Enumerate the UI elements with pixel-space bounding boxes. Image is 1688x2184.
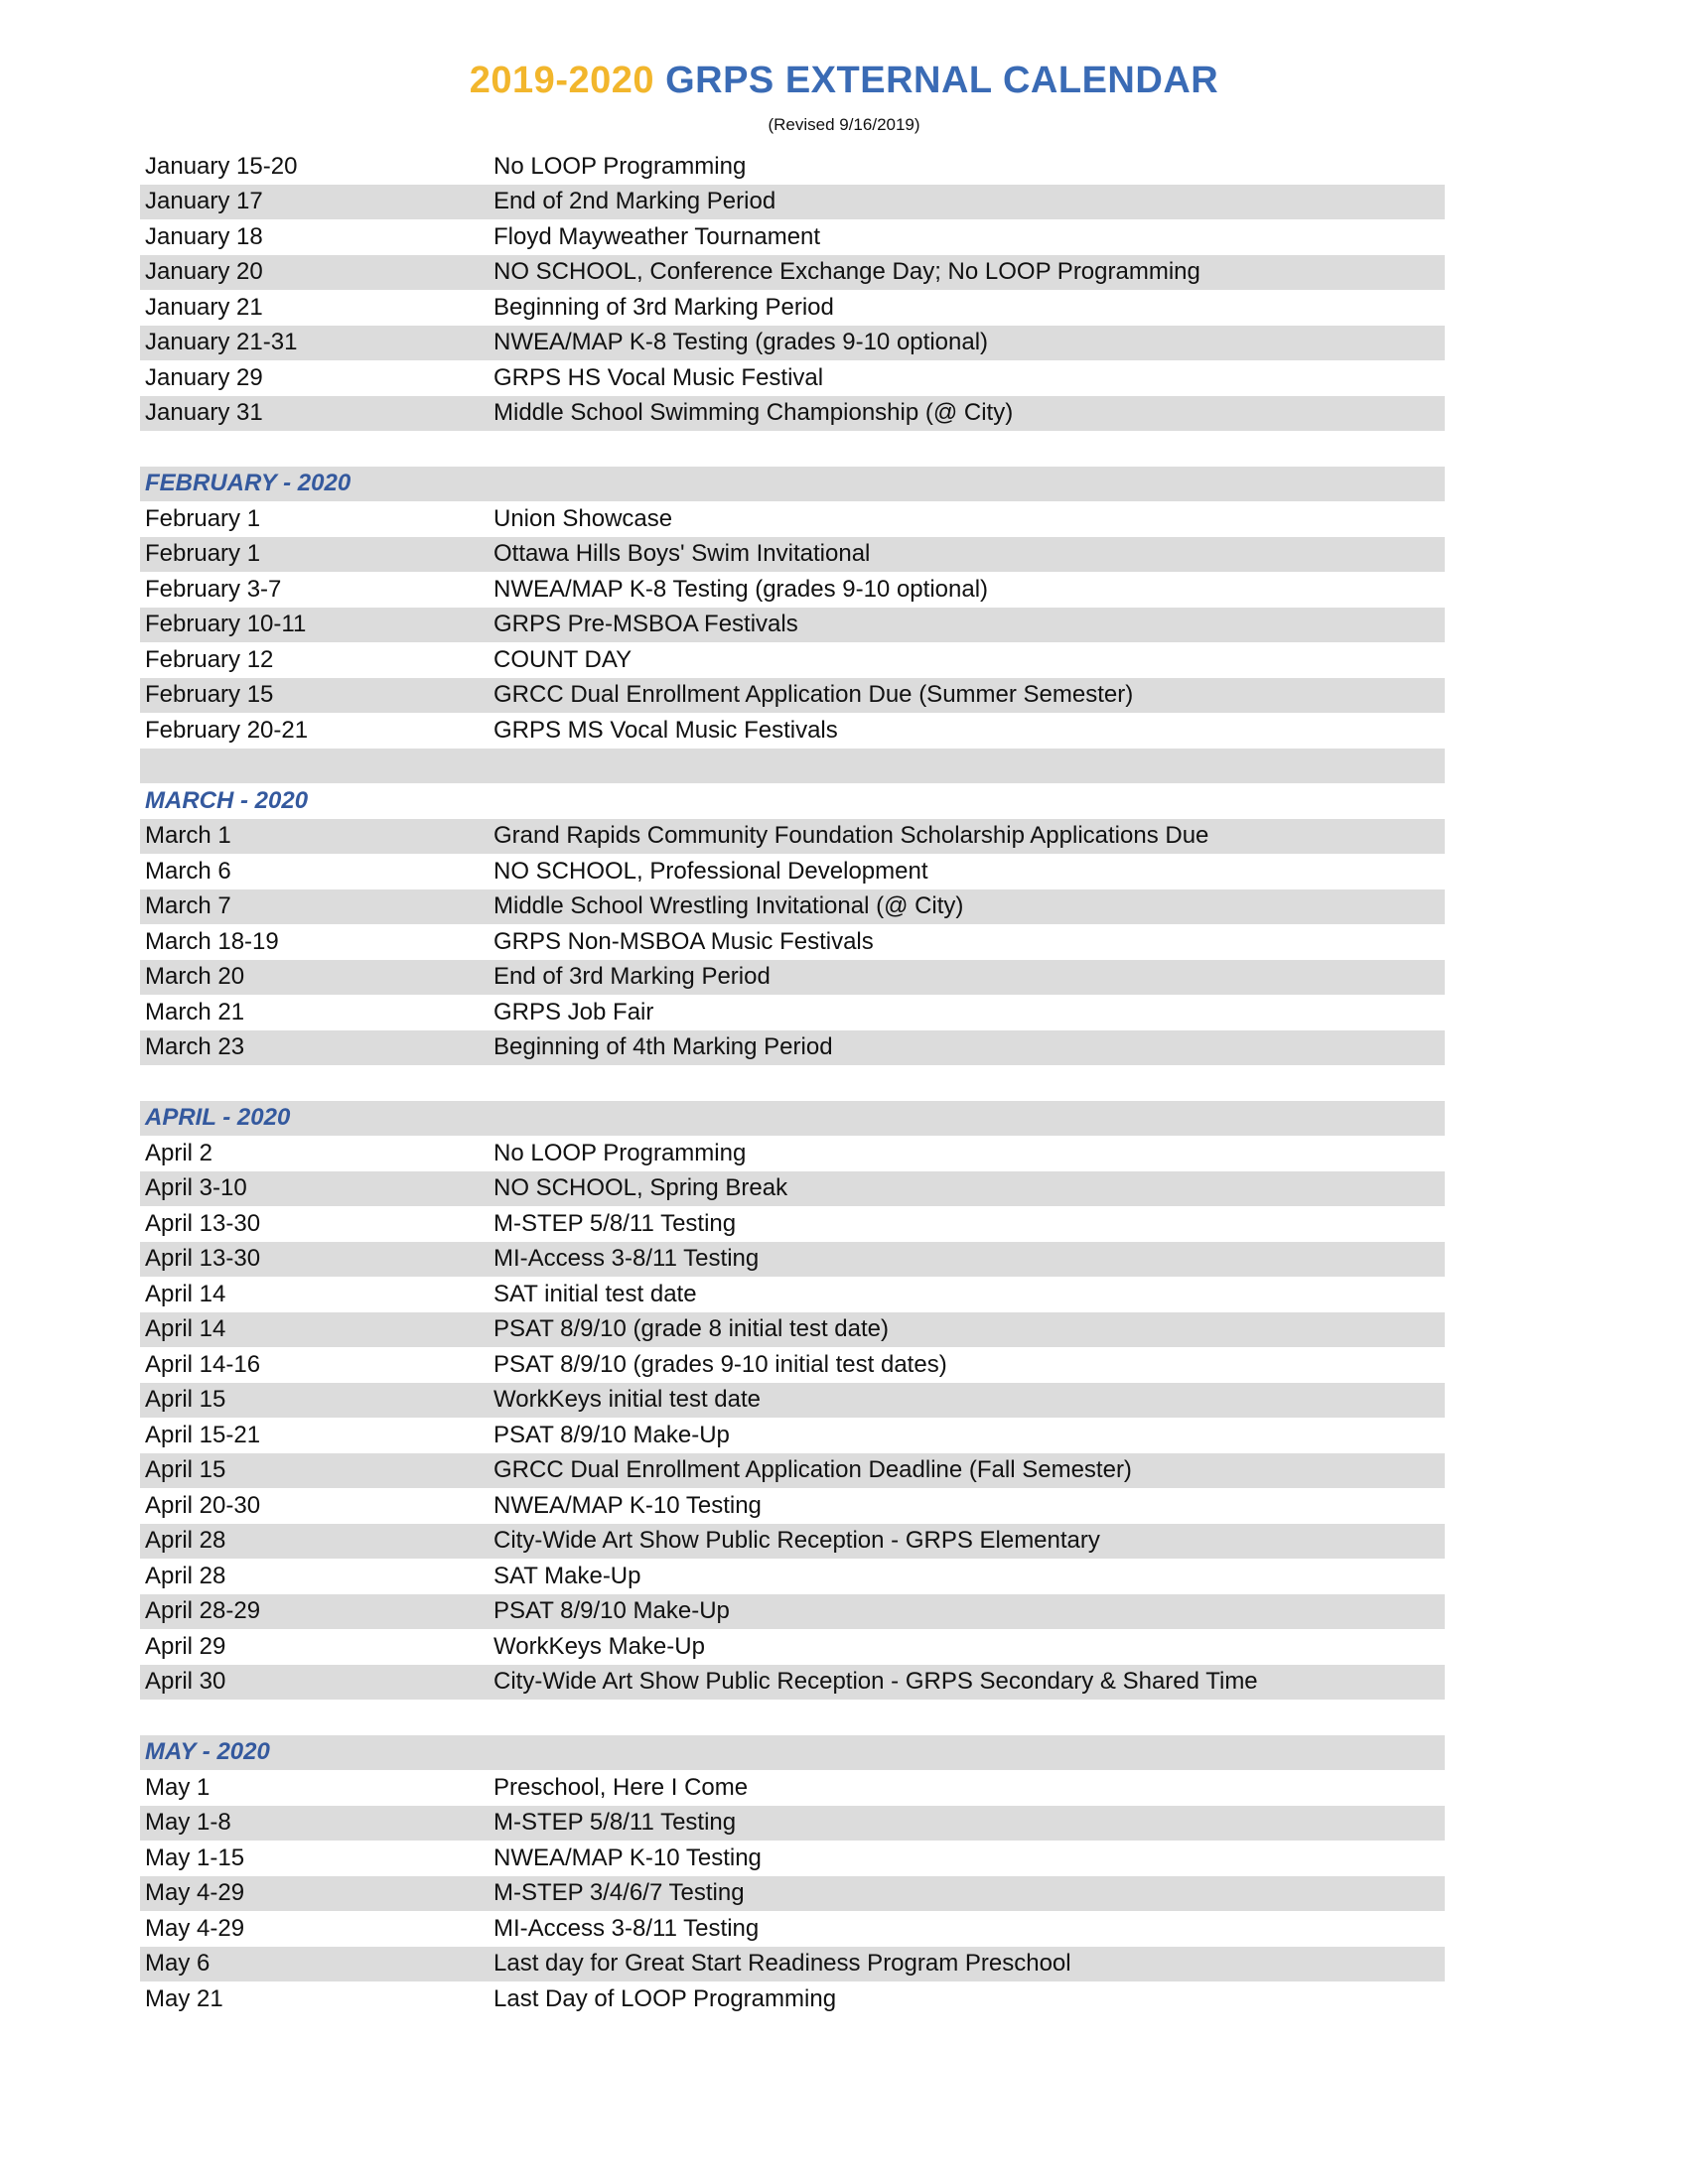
event-date: April 13-30 [145,1209,261,1237]
event-date: January 21-31 [145,329,298,356]
spacer-row [140,1700,1445,1735]
calendar-row [140,1770,1445,1806]
month-title: APRIL - 2020 [145,1104,291,1132]
spacer-row [140,749,1445,784]
calendar-row [140,1629,1445,1665]
event-description: PSAT 8/9/10 Make-Up [493,1597,730,1625]
event-date: April 3-10 [145,1174,247,1202]
event-date: May 21 [145,1984,223,2012]
event-date: February 1 [145,540,261,568]
event-description: GRCC Dual Enrollment Application Deadline (Fall Semester) [493,1456,1132,1484]
event-date: May 6 [145,1950,211,1978]
event-description: GRPS HS Vocal Music Festival [493,363,824,391]
event-date: May 4-29 [145,1914,245,1942]
event-description: PSAT 8/9/10 (grades 9-10 initial test dates) [493,1350,947,1378]
calendar-row [140,1347,1445,1383]
event-description: Union Showcase [493,504,673,532]
event-date: March 6 [145,857,231,885]
page-title [0,60,1688,102]
calendar-row [140,1841,1445,1876]
calendar-row [140,1242,1445,1278]
event-date: March 21 [145,998,245,1025]
calendar-row [140,924,1445,960]
calendar-row [140,1488,1445,1524]
calendar-row [140,537,1445,573]
event-description: PSAT 8/9/10 Make-Up [493,1421,730,1448]
calendar-row [140,1665,1445,1701]
calendar-row [140,1559,1445,1594]
event-date: April 14 [145,1280,226,1307]
event-description: No LOOP Programming [493,1139,747,1166]
event-description: GRPS Non-MSBOA Music Festivals [493,927,874,955]
calendar-row [140,854,1445,889]
event-date: January 29 [145,363,263,391]
calendar-row [140,678,1445,714]
event-date: February 15 [145,681,274,709]
month-title: FEBRUARY - 2020 [145,470,352,497]
event-description: WorkKeys initial test date [493,1386,762,1414]
calendar-row [140,1030,1445,1066]
event-date: January 31 [145,399,263,427]
event-description: PSAT 8/9/10 (grade 8 initial test date) [493,1315,890,1343]
event-date: April 15 [145,1386,226,1414]
calendar-row [140,1947,1445,1982]
event-description: End of 2nd Marking Period [493,188,776,215]
calendar-row [140,960,1445,996]
event-description: NWEA/MAP K-10 Testing [493,1491,762,1519]
event-date: May 4-29 [145,1879,245,1907]
calendar-row [140,1876,1445,1912]
event-date: April 13-30 [145,1245,261,1273]
spacer-row [140,1065,1445,1101]
revised-note: (Revised 9/16/2019) [768,115,920,134]
calendar-row [140,149,1445,185]
calendar-row [140,326,1445,361]
month-section-header [140,1735,1445,1771]
calendar-table [140,149,1445,2017]
event-description: Preschool, Here I Come [493,1773,749,1801]
calendar-row [140,642,1445,678]
event-description: Floyd Mayweather Tournament [493,222,821,250]
event-description: NWEA/MAP K-10 Testing [493,1843,762,1871]
event-description: Grand Rapids Community Foundation Scholarship Applications Due [493,822,1209,850]
event-description: NO SCHOOL, Professional Development [493,857,928,885]
event-description: SAT Make-Up [493,1562,641,1589]
calendar-row [140,1453,1445,1489]
event-description: GRPS MS Vocal Music Festivals [493,716,838,744]
event-date: February 1 [145,504,261,532]
calendar-row [140,1524,1445,1560]
event-date: April 2 [145,1139,213,1166]
title-year: 2019-2020 [469,60,655,101]
calendar-row [140,1312,1445,1348]
event-description: GRPS Pre-MSBOA Festivals [493,611,798,638]
event-description: Ottawa Hills Boys' Swim Invitational [493,540,871,568]
event-date: March 20 [145,963,245,991]
event-description: Middle School Wrestling Invitational (@ City) [493,892,964,920]
calendar-row [140,995,1445,1030]
event-date: January 21 [145,293,263,321]
event-date: January 15-20 [145,152,298,180]
event-date: March 7 [145,892,231,920]
calendar-row [140,1418,1445,1453]
event-date: April 30 [145,1668,226,1696]
calendar-row [140,1981,1445,2017]
event-description: SAT initial test date [493,1280,697,1307]
event-date: April 29 [145,1632,226,1660]
event-description: MI-Access 3-8/11 Testing [493,1914,760,1942]
calendar-row [140,255,1445,291]
event-date: February 3-7 [145,575,282,603]
event-date: January 18 [145,222,263,250]
event-description: M-STEP 5/8/11 Testing [493,1209,737,1237]
event-description: Beginning of 4th Marking Period [493,1033,833,1061]
event-description: WorkKeys Make-Up [493,1632,705,1660]
calendar-row [140,501,1445,537]
calendar-row [140,1806,1445,1842]
calendar-row [140,572,1445,608]
event-description: GRPS Job Fair [493,998,654,1025]
event-description: City-Wide Art Show Public Reception - GRPS Elementary [493,1527,1100,1555]
event-date: May 1-15 [145,1843,245,1871]
calendar-row [140,713,1445,749]
event-date: April 15-21 [145,1421,261,1448]
event-date: April 28-29 [145,1597,261,1625]
event-description: NWEA/MAP K-8 Testing (grades 9-10 optional) [493,329,989,356]
calendar-row [140,1383,1445,1419]
month-section-header [140,1101,1445,1137]
month-title: MARCH - 2020 [145,786,309,814]
event-date: February 20-21 [145,716,309,744]
event-description: COUNT DAY [493,645,633,673]
event-description: GRCC Dual Enrollment Application Due (Summer Semester) [493,681,1134,709]
calendar-row [140,1136,1445,1171]
month-section-header [140,467,1445,502]
event-date: April 20-30 [145,1491,261,1519]
event-description: M-STEP 3/4/6/7 Testing [493,1879,745,1907]
title-name: GRPS EXTERNAL CALENDAR [665,60,1219,101]
event-date: February 10-11 [145,611,307,638]
calendar-row [140,1171,1445,1207]
event-date: January 20 [145,258,263,286]
event-description: Middle School Swimming Championship (@ City) [493,399,1014,427]
event-description: End of 3rd Marking Period [493,963,771,991]
spacer-row [140,431,1445,467]
event-description: Last day for Great Start Readiness Program Preschool [493,1950,1071,1978]
event-date: April 28 [145,1562,226,1589]
event-date: April 15 [145,1456,226,1484]
event-description: Beginning of 3rd Marking Period [493,293,834,321]
event-date: April 28 [145,1527,226,1555]
calendar-row [140,290,1445,326]
event-date: February 12 [145,645,274,673]
event-date: May 1-8 [145,1809,231,1837]
calendar-row [140,1594,1445,1630]
event-date: January 17 [145,188,263,215]
event-description: M-STEP 5/8/11 Testing [493,1809,737,1837]
calendar-row [140,1277,1445,1312]
event-description: NO SCHOOL, Conference Exchange Day; No LOOP Programming [493,258,1200,286]
calendar-row [140,889,1445,925]
event-description: NO SCHOOL, Spring Break [493,1174,788,1202]
calendar-row [140,219,1445,255]
calendar-row [140,360,1445,396]
event-description: NWEA/MAP K-8 Testing (grades 9-10 optional) [493,575,989,603]
month-section-header [140,783,1445,819]
event-date: March 23 [145,1033,245,1061]
event-description: No LOOP Programming [493,152,747,180]
event-date: April 14 [145,1315,226,1343]
calendar-row [140,1206,1445,1242]
calendar-row [140,1911,1445,1947]
calendar-row [140,185,1445,220]
calendar-row [140,396,1445,432]
event-date: March 1 [145,822,231,850]
event-description: MI-Access 3-8/11 Testing [493,1245,760,1273]
calendar-row [140,819,1445,855]
month-title: MAY - 2020 [145,1738,270,1766]
event-description: Last Day of LOOP Programming [493,1984,837,2012]
calendar-row [140,608,1445,643]
event-date: March 18-19 [145,927,279,955]
event-description: City-Wide Art Show Public Reception - GRPS Secondary & Shared Time [493,1668,1258,1696]
event-date: April 14-16 [145,1350,261,1378]
event-date: May 1 [145,1773,211,1801]
